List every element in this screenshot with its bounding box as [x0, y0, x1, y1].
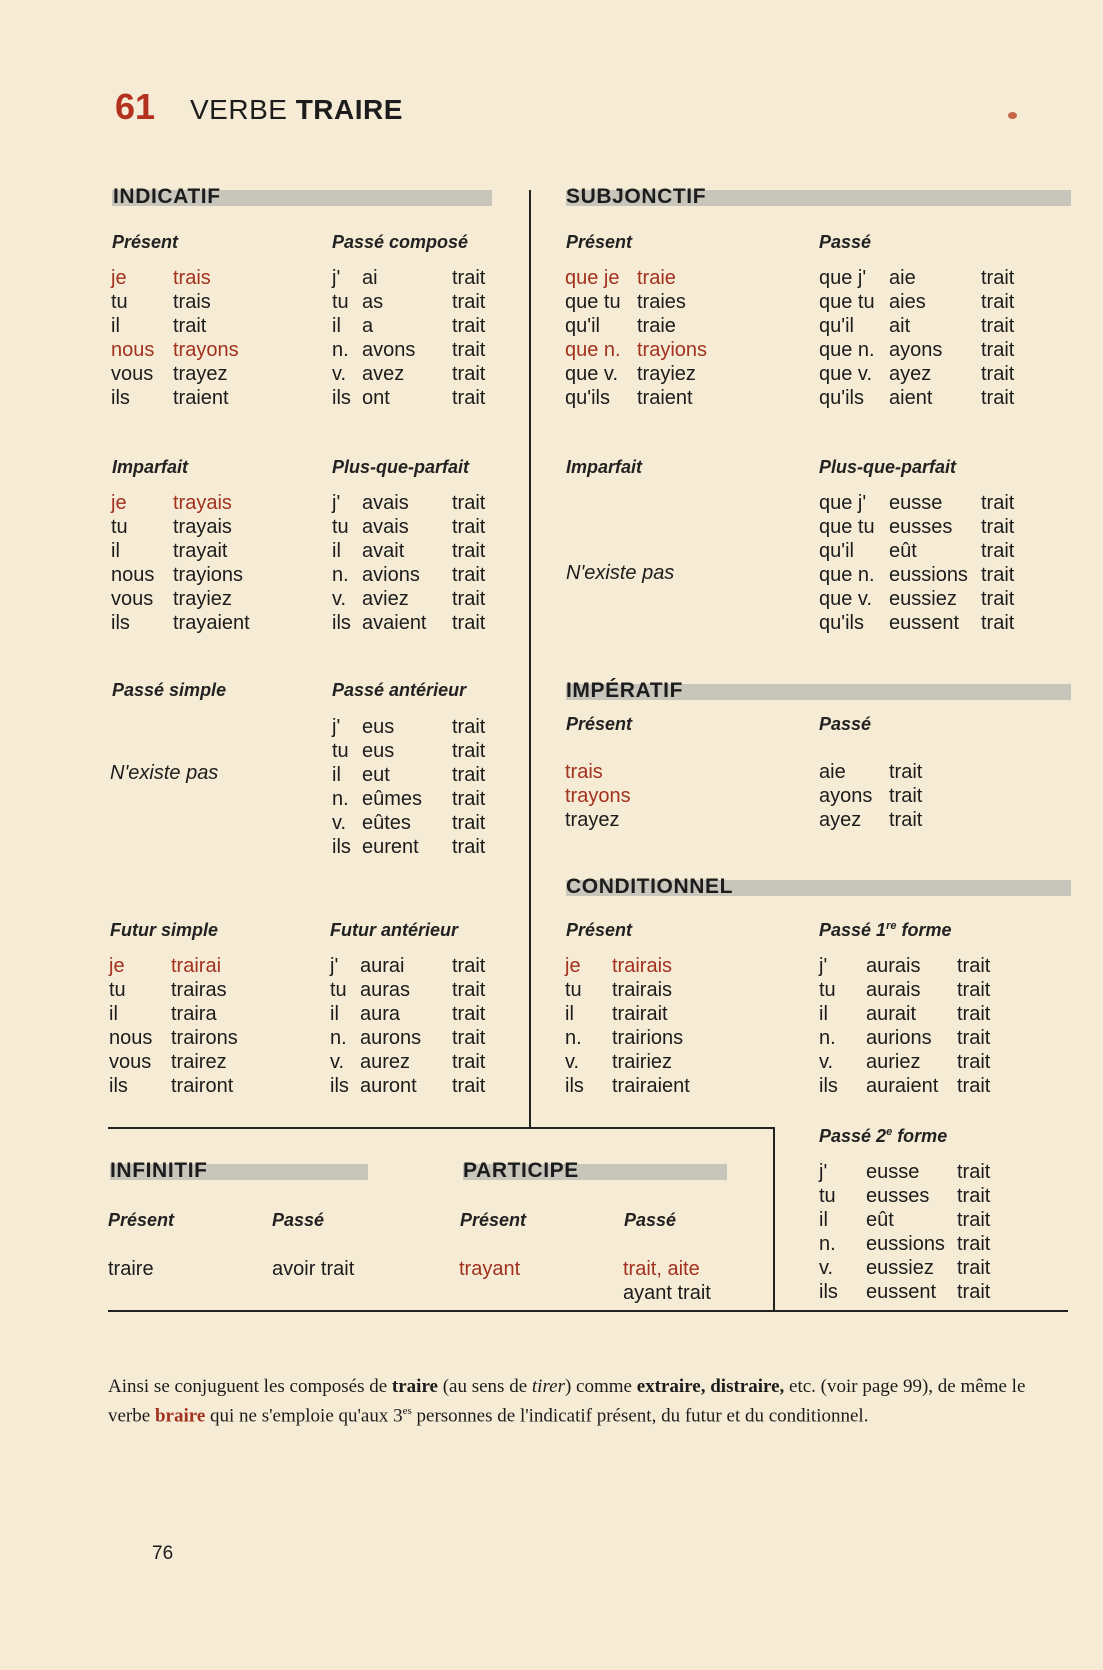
conjugation-cell: eut: [362, 764, 390, 786]
conjugation-cell: ils: [819, 1281, 838, 1303]
conjugation-cell: trait: [981, 339, 1015, 361]
conjugation-cell: il: [332, 540, 341, 562]
tense-title: Passé: [819, 714, 872, 734]
conjugation-cell: eusses: [889, 516, 953, 538]
conjugation-cell: il: [109, 1003, 118, 1025]
conjugation-cell: avaient: [362, 612, 427, 634]
conjugation-cell: trairas: [171, 979, 227, 1001]
title-prefix: VERBE: [190, 94, 296, 125]
conjugation-cell: trait: [889, 761, 923, 783]
conjugation-cell: tu: [819, 979, 836, 1001]
conjugation-cell: traient: [637, 387, 693, 409]
center-divider: [529, 190, 531, 1128]
conjugation-cell: trait: [452, 339, 486, 361]
bottom-rule: [108, 1310, 1068, 1312]
conjugation-cell: traient: [173, 387, 229, 409]
page-number: 76: [152, 1543, 174, 1564]
conjugation-cell: trairions: [612, 1027, 684, 1049]
conjugation-cell: il: [332, 315, 341, 337]
conjugation-cell: trayaient: [173, 612, 250, 634]
conjugation-cell: trairai: [171, 955, 222, 977]
conjugation-cell: avait: [362, 540, 405, 562]
conjugation-cell: je: [111, 267, 127, 289]
conjugation-cell: trayiez: [173, 588, 232, 610]
conjugation-cell: eussent: [889, 612, 960, 634]
conjugation-cell: trait: [452, 764, 486, 786]
subjonctif-header: SUBJONCTIF: [566, 185, 707, 208]
conjugation-cell: v.: [332, 588, 347, 610]
conjugation-cell: trait: [981, 291, 1015, 313]
conjugation-cell: trait: [452, 492, 486, 514]
participe-header: PARTICIPE: [463, 1159, 579, 1182]
conjugation-cell: aie: [819, 761, 846, 783]
conjugation-cell: trayez: [565, 809, 620, 831]
conjugation-cell: que v.: [819, 363, 872, 385]
conjugation-cell: eussiez: [889, 588, 957, 610]
conjugation-cell: trais: [173, 291, 211, 313]
conjugation-cell: il: [111, 315, 120, 337]
conjugation-cell: trait: [452, 788, 486, 810]
tense-title: Passé composé: [332, 232, 469, 252]
conjugation-cell: qu'il: [565, 315, 600, 337]
conjugation-cell: trait: [981, 267, 1015, 289]
conjugation-cell: trait: [452, 291, 486, 313]
conjugation-cell: qu'ils: [819, 387, 864, 409]
conjugation-cell: trayions: [637, 339, 708, 361]
tense-title: Passé: [819, 232, 872, 252]
tense-title: Passé simple: [112, 680, 227, 700]
conjugation-cell: que j': [819, 492, 867, 514]
conjugation-cell: trait: [981, 516, 1015, 538]
conjugation-cell: v.: [332, 363, 347, 385]
conjugation-cell: trait: [957, 1209, 991, 1231]
conjugation-cell: ayez: [819, 809, 862, 831]
conjugation-cell: aies: [889, 291, 926, 313]
conjugation-cell: aurons: [360, 1027, 422, 1049]
conjugation-cell: tu: [565, 979, 582, 1001]
conjugation-cell: trait: [452, 1003, 486, 1025]
conjugation-cell: j': [332, 716, 341, 738]
conjugation-cell: tu: [332, 740, 349, 762]
tense-title: Passé: [272, 1210, 325, 1230]
conjugation-cell: trait: [889, 785, 923, 807]
conjugation-cell: avez: [362, 363, 405, 385]
conjugation-cell: trais: [173, 267, 211, 289]
conjugation-cell: tu: [109, 979, 126, 1001]
conjugation-cell: j': [332, 492, 341, 514]
conjugation-cell: trait: [452, 315, 486, 337]
conjugation-cell: trait: [452, 1027, 486, 1049]
conjugation-cell: trait: [452, 955, 486, 977]
chapter-number: 61: [115, 86, 156, 127]
conjugation-cell: aurait: [866, 1003, 917, 1025]
conjugation-cell: trait: [452, 564, 486, 586]
tense-title: Plus-que-parfait: [819, 457, 957, 477]
conjugation-cell: trairait: [612, 1003, 668, 1025]
conjugation-cell: trait: [452, 979, 486, 1001]
conjugation-cell: v.: [332, 812, 347, 834]
conjugation-cell: trait: [452, 516, 486, 538]
conjugation-cell: eussiez: [866, 1257, 934, 1279]
conjugation-cell: il: [565, 1003, 574, 1025]
tense-title: Présent: [108, 1210, 175, 1230]
conjugation-cell: ayez: [889, 363, 932, 385]
conjugation-cell: eurent: [362, 836, 419, 858]
conjugation-cell: je: [111, 492, 127, 514]
conjugation-cell: ayons: [889, 339, 943, 361]
conjugation-cell: n.: [332, 339, 349, 361]
conjugation-cell: aie: [889, 267, 916, 289]
tense-title: Présent: [566, 714, 633, 734]
conjugation-cell: que tu: [819, 516, 875, 538]
conjugation-cell: il: [332, 764, 341, 786]
conjugation-cell: tu: [111, 516, 128, 538]
conjugation-cell: aurai: [360, 955, 405, 977]
conjugation-cell: trait: [452, 1075, 486, 1097]
conjugation-cell: j': [332, 267, 341, 289]
conjugation-cell: ils: [332, 387, 351, 409]
tense-title: Imparfait: [566, 457, 643, 477]
conjugation-cell: auront: [360, 1075, 417, 1097]
conjugation-cell: trait: [957, 1185, 991, 1207]
conjugation-cell: eus: [362, 740, 395, 762]
conjugation-cell: que v.: [565, 363, 618, 385]
conjugation-cell: trait: [981, 492, 1015, 514]
conjugation-cell: trait: [981, 612, 1015, 634]
conjugation-cell: ils: [332, 836, 351, 858]
conjugation-cell: j': [819, 1161, 828, 1183]
conjugation-cell: je: [565, 955, 581, 977]
conjugation-cell: trait: [957, 955, 991, 977]
conjugation-cell: auraient: [866, 1075, 939, 1097]
conjugation-cell: trayais: [173, 492, 232, 514]
infinitif-top-rule: [108, 1127, 774, 1129]
infinitif-passe: avoir trait: [272, 1258, 355, 1280]
conjugation-cell: eusse: [866, 1161, 920, 1183]
conjugation-cell: as: [362, 291, 384, 313]
conjugation-cell: je: [109, 955, 125, 977]
conjugation-cell: trayions: [173, 564, 244, 586]
participe-present: trayant: [459, 1258, 521, 1280]
conjugation-cell: tu: [332, 516, 349, 538]
conjugation-cell: aurez: [360, 1051, 411, 1073]
conjugation-cell: il: [330, 1003, 339, 1025]
conjugation-cell: que v.: [819, 588, 872, 610]
conjugation-cell: tu: [330, 979, 347, 1001]
participe-passe-compose: ayant trait: [623, 1282, 711, 1304]
conjugation-cell: qu'il: [819, 540, 854, 562]
conjugation-cell: que je: [565, 267, 620, 289]
participe-passe: trait, aite: [623, 1258, 700, 1280]
conjugation-cell: ils: [330, 1075, 349, 1097]
tense-title: Présent: [112, 232, 179, 252]
conjugation-cell: il: [819, 1209, 828, 1231]
conjugation-cell: eussions: [889, 564, 968, 586]
conjugation-cell: v.: [330, 1051, 345, 1073]
footnote: Ainsi se conjuguent les composés de traire (au sens de tirer) comme extraire, distraire, etc. (voir page 99), de même le verbe braire qui ne s'emploie qu'aux $3^{es}$ personnes de l'indicatif présent, du futur et du conditionnel.: [108, 1376, 1026, 1427]
conjugation-cell: trait: [452, 588, 486, 610]
conjugation-cell: que j': [819, 267, 867, 289]
conjugation-cell: n.: [819, 1233, 836, 1255]
infinitif-present: traire: [108, 1258, 154, 1280]
conjugation-cell: trait: [981, 540, 1015, 562]
conjugation-cell: trait: [957, 1003, 991, 1025]
conjugation-cell: eût: [889, 540, 917, 562]
title-verb: TRAIRE: [295, 94, 403, 125]
conjugation-cell: traie: [637, 315, 676, 337]
conjugation-cell: ai: [362, 267, 378, 289]
conjugation-cell: tu: [332, 291, 349, 313]
conjugation-cell: eût: [866, 1209, 894, 1231]
tense-title: Présent: [460, 1210, 527, 1230]
conjugation-cell: aient: [889, 387, 933, 409]
conjugation-cell: trais: [565, 761, 603, 783]
conjugation-cell: auriez: [866, 1051, 921, 1073]
imperatif-header: IMPÉRATIF: [566, 679, 684, 702]
conjugation-cell: j': [819, 955, 828, 977]
conjugation-cell: ait: [889, 315, 911, 337]
tense-title: Présent: [566, 920, 633, 940]
conjugation-cell: qu'ils: [565, 387, 610, 409]
conjugation-cell: que n.: [819, 339, 875, 361]
conjugation-cell: qu'il: [819, 315, 854, 337]
conjugation-cell: trait: [452, 540, 486, 562]
tense-title: Passé 1re forme: [819, 920, 952, 940]
conjugation-cell: vous: [111, 363, 154, 385]
tense-title: Plus-que-parfait: [332, 457, 470, 477]
conjugation-cell: trait: [957, 1027, 991, 1049]
conjugation-cell: ont: [362, 387, 390, 409]
conjugation-cell: ils: [565, 1075, 584, 1097]
conjugation-cell: aurais: [866, 979, 921, 1001]
conjugation-cell: trait: [957, 1075, 991, 1097]
conjugation-cell: trait: [452, 363, 486, 385]
conjugation-cell: trait: [981, 588, 1015, 610]
conjugation-cell: trayons: [173, 339, 239, 361]
conjugation-cell: aviez: [362, 588, 409, 610]
conjugation-cell: ayons: [819, 785, 873, 807]
conjugation-cell: nous: [111, 339, 155, 361]
conjugation-cell: trait: [452, 716, 486, 738]
conjugation-cell: trairais: [612, 979, 673, 1001]
ink-mark-icon: [1008, 112, 1017, 119]
conjugation-cell: que n.: [819, 564, 875, 586]
conjugation-cell: n.: [565, 1027, 582, 1049]
conjugation-cell: trait: [173, 315, 207, 337]
conjugation-cell: tu: [819, 1185, 836, 1207]
conjugation-cell: eussions: [866, 1233, 945, 1255]
conjugation-cell: trait: [452, 812, 486, 834]
conjugation-cell: trait: [452, 1051, 486, 1073]
conjugation-cell: traira: [171, 1003, 217, 1025]
conjugation-cell: n.: [332, 788, 349, 810]
conjugation-cell: traies: [637, 291, 686, 313]
conjugation-cell: vous: [109, 1051, 152, 1073]
conjugation-cell: trairaient: [612, 1075, 690, 1097]
conjugation-cell: trait: [452, 740, 486, 762]
indicatif-header: INDICATIF: [113, 185, 221, 208]
conjugation-cell: trait: [957, 1257, 991, 1279]
conjugation-cell: trayons: [565, 785, 631, 807]
conjugation-cell: avions: [362, 564, 420, 586]
conjugation-cell: ils: [109, 1075, 128, 1097]
conjugation-cell: aurais: [866, 955, 921, 977]
conjugation-cell: eussent: [866, 1281, 937, 1303]
conjugation-cell: vous: [111, 588, 154, 610]
conjugation-cell: ils: [332, 612, 351, 634]
conjugation-cell: que tu: [819, 291, 875, 313]
conjugation-cell: que n.: [565, 339, 621, 361]
conjugation-cell: trait: [981, 387, 1015, 409]
tense-title: Futur antérieur: [330, 920, 459, 940]
conjugation-cell: que tu: [565, 291, 621, 313]
conjugation-cell: trait: [981, 363, 1015, 385]
not-existing-note: N'existe pas: [110, 762, 219, 784]
tense-title: Passé: [624, 1210, 677, 1230]
conjugation-cell: v.: [819, 1051, 834, 1073]
conjugation-cell: qu'ils: [819, 612, 864, 634]
conjugation-cell: eus: [362, 716, 395, 738]
tense-title: Passé antérieur: [332, 680, 467, 700]
conditionnel-header: CONDITIONNEL: [566, 875, 734, 898]
conjugation-cell: avons: [362, 339, 416, 361]
conjugation-cell: trait: [957, 1161, 991, 1183]
participe-right-divider: [773, 1127, 775, 1311]
conjugation-cell: trait: [452, 612, 486, 634]
conjugation-cell: trait: [452, 387, 486, 409]
conjugation-cell: a: [362, 315, 374, 337]
conjugation-cell: eusse: [889, 492, 943, 514]
conjugation-cell: trait: [957, 979, 991, 1001]
conjugation-cell: v.: [819, 1257, 834, 1279]
conjugation-cell: trayait: [173, 540, 228, 562]
conjugation-cell: n.: [819, 1027, 836, 1049]
conjugation-cell: aura: [360, 1003, 401, 1025]
conjugation-cell: j': [330, 955, 339, 977]
conjugation-cell: trait: [957, 1281, 991, 1303]
conjugation-cell: trairons: [171, 1027, 238, 1049]
conjugation-cell: trait: [957, 1233, 991, 1255]
conjugation-cell: il: [819, 1003, 828, 1025]
infinitif-header: INFINITIF: [110, 1159, 208, 1182]
conjugation-cell: avais: [362, 516, 409, 538]
conjugation-cell: aurions: [866, 1027, 932, 1049]
conjugation-cell: v.: [565, 1051, 580, 1073]
conjugation-cell: trait: [452, 836, 486, 858]
conjugation-cell: trayez: [173, 363, 228, 385]
conjugation-cell: il: [111, 540, 120, 562]
conjugation-cell: trairiez: [612, 1051, 673, 1073]
conjugation-cell: ils: [111, 387, 130, 409]
conjugation-cell: trayais: [173, 516, 232, 538]
conjugation-cell: traie: [637, 267, 676, 289]
conjugation-cell: ils: [819, 1075, 838, 1097]
conjugation-cell: eusses: [866, 1185, 930, 1207]
conjugation-cell: trairez: [171, 1051, 227, 1073]
conjugation-cell: ils: [111, 612, 130, 634]
page-title: [190, 94, 403, 126]
conjugation-cell: auras: [360, 979, 411, 1001]
conjugation-cell: eûmes: [362, 788, 423, 810]
conjugation-cell: trait: [981, 564, 1015, 586]
tense-title: Imparfait: [112, 457, 189, 477]
conjugation-cell: trairont: [171, 1075, 234, 1097]
conjugation-cell: trait: [957, 1051, 991, 1073]
conjugation-cell: trait: [452, 267, 486, 289]
conjugation-cell: tu: [111, 291, 128, 313]
conjugation-cell: trait: [889, 809, 923, 831]
conjugation-cell: eûtes: [362, 812, 411, 834]
conjugation-cell: avais: [362, 492, 409, 514]
tense-title: Passé 2e forme: [819, 1126, 948, 1146]
not-existing-note: N'existe pas: [566, 562, 675, 584]
tense-title: Futur simple: [110, 920, 219, 940]
conjugation-cell: nous: [109, 1027, 153, 1049]
conjugation-cell: trait: [981, 315, 1015, 337]
conjugation-cell: n.: [330, 1027, 347, 1049]
conjugation-cell: trairais: [612, 955, 673, 977]
conjugation-cell: trayiez: [637, 363, 696, 385]
conjugation-cell: nous: [111, 564, 155, 586]
conjugation-cell: n.: [332, 564, 349, 586]
tense-title: Présent: [566, 232, 633, 252]
